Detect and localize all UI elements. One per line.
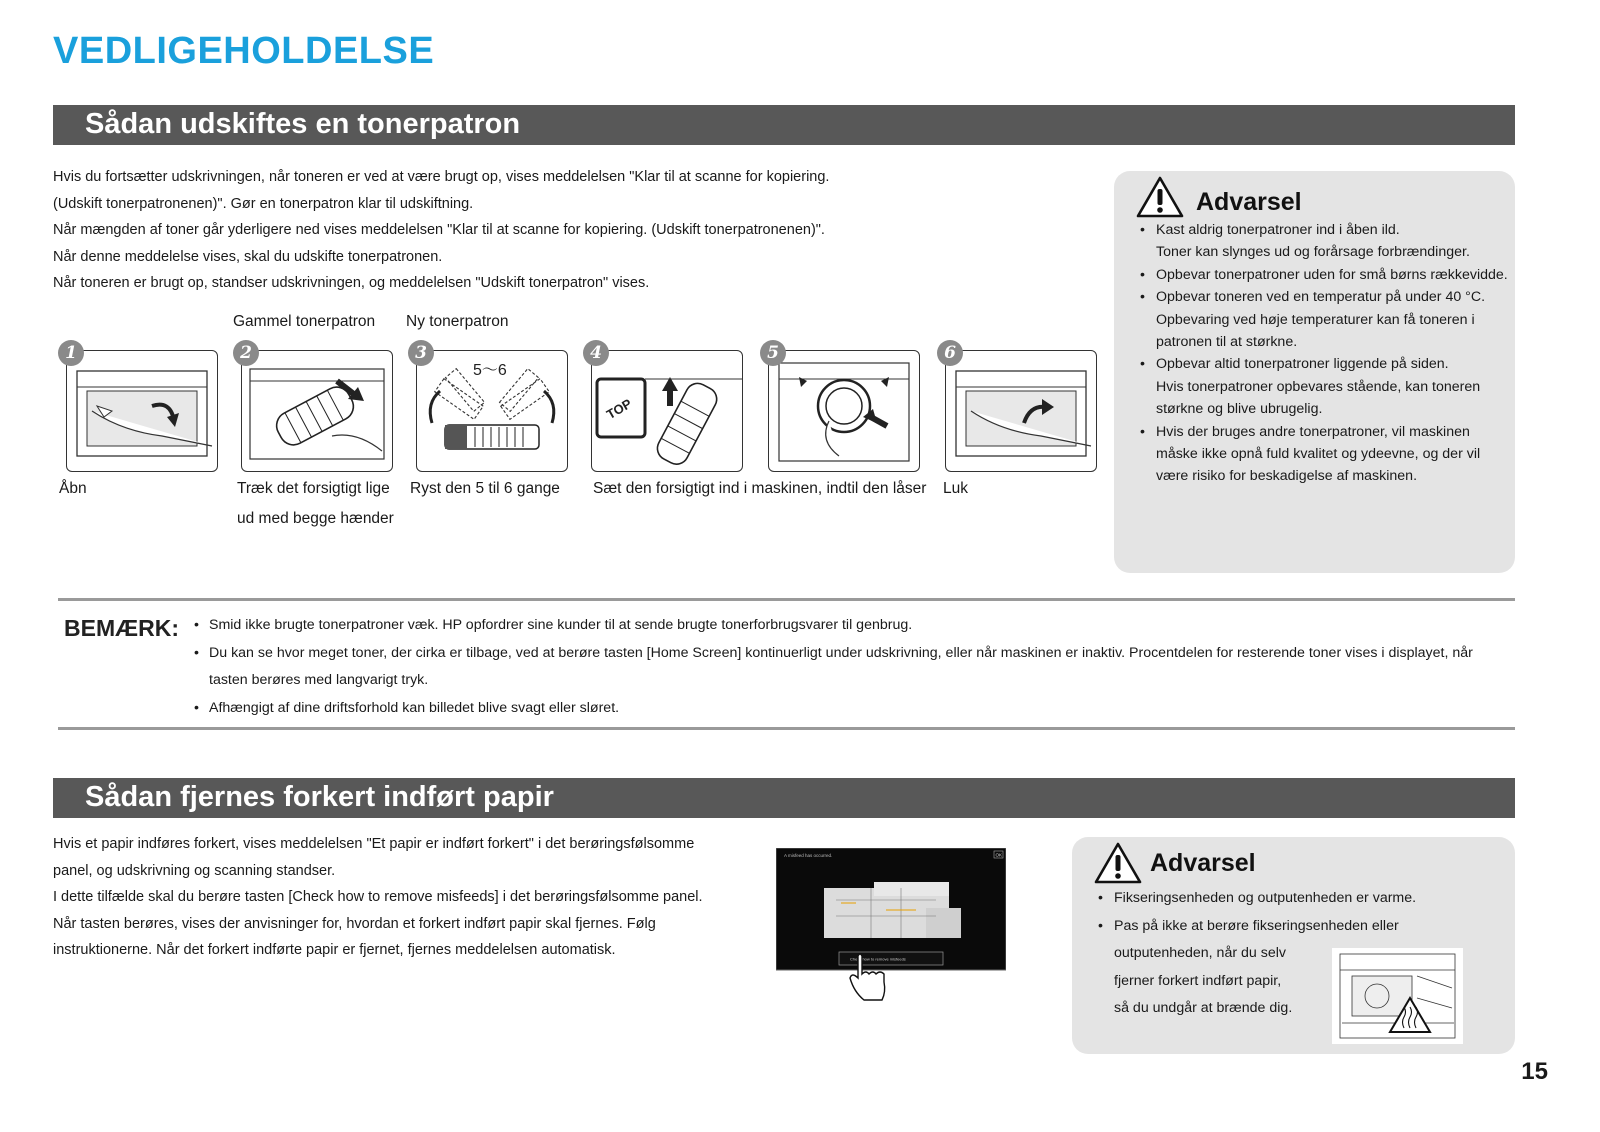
close-front-cover-illustration: [945, 350, 1097, 472]
warning-triangle-icon: [1136, 175, 1184, 224]
page-title: VEDLIGEHOLDELSE: [53, 30, 435, 72]
step-5: [760, 340, 918, 472]
intro-line: Når denne meddelelse vises, skal du udskifte tonerpatronen.: [53, 248, 443, 265]
shake-cartridge-illustration: [416, 350, 568, 472]
top-label: TOP: [603, 395, 635, 423]
step-4-caption: Sæt den forsigtigt ind i maskinen, indtil den låser: [593, 480, 927, 497]
shake-count-label: 5〜6: [473, 362, 507, 379]
warning-item: • Kast aldrig tonerpatroner ind i åben ild. Toner kan slynges ud og forårsage forbrændinger.: [1136, 219, 1508, 264]
intro-line: instruktionerne. Når det forkert indførte papir er fjernet, fjernes meddelelsen automatisk.: [53, 942, 616, 958]
intro-line: (Udskift tonerpatronenen)". Gør en tonerpatron klar til udskiftning.: [53, 195, 474, 212]
intro-line: I dette tilfælde skal du berøre tasten [Check how to remove misfeeds] i det berøringsfølsomme panel.: [53, 889, 703, 905]
warning-item: • Fikseringsenheden og outputenheden er varme.: [1094, 885, 1494, 913]
step-6: [937, 340, 1095, 472]
toner-intro: [53, 164, 1093, 297]
toner-warning-list: [1136, 219, 1508, 488]
intro-line: panel, og udskrivning og scanning standser.: [53, 862, 336, 879]
step-2-caption: Træk det forsigtigt lige ud med begge hænder: [237, 480, 394, 527]
push-cartridge-illustration: [768, 350, 920, 472]
note-bottom-rule: [58, 727, 1515, 730]
intro-line: Når mængden af toner går yderligere ned vises meddelelsen "Klar til at scanne for kopiering. (Udskift tonerpatronenen)".: [53, 222, 825, 238]
insert-cartridge-illustration: [591, 350, 743, 472]
note-list: [192, 612, 1512, 722]
toner-warning-box: [1114, 171, 1515, 573]
note-item: • Du kan se hvor meget toner, der cirka er tilbage, ved at berøre tasten [Home Screen] kontinuerligt under udskrivning, eller når maskinen er inaktiv. Procentdelen for resterende toner vises i displayet, når tasten berøres med langvarigt tryk.: [192, 640, 1512, 695]
misfeed-intro: [53, 831, 763, 964]
toner-section-heading: Sådan udskiftes en tonerpatron: [85, 108, 521, 140]
screen-header: A misfeed has occurred.: [784, 853, 833, 858]
step-3: [408, 340, 566, 472]
step-number: 1: [58, 340, 84, 366]
intro-line: Når toneren er brugt op, standser udskrivningen, og meddelelsen "Udskift tonerpatron" vises.: [53, 275, 650, 291]
hot-fuser-illustration: [1332, 948, 1463, 1044]
step-number: 3: [408, 340, 434, 366]
touch-panel-screen-illustration: [776, 848, 1006, 1010]
warning-title: Advarsel: [1150, 849, 1256, 877]
step-number: 2: [233, 340, 259, 366]
old-cartridge-label: Gammel tonerpatron: [233, 313, 376, 330]
note-item: • Smid ikke brugte tonerpatroner væk. HP opfordrer sine kunder til at sende brugte tonerforbrugsvarer til genbrug.: [192, 612, 1512, 640]
note-top-rule: [58, 598, 1515, 601]
warning-item: • Opbevar altid tonerpatroner liggende på siden. Hvis tonerpatroner opbevares stående, kan toneren størkne og blive ubrugelig.: [1136, 353, 1508, 420]
step-2: [233, 340, 391, 472]
misfeed-section-heading: Sådan fjernes forkert indført papir: [85, 781, 554, 813]
warning-item-continued: så du undgår at brænde dig.: [1114, 1000, 1293, 1016]
warning-item: • Opbevar tonerpatroner uden for små børns rækkevidde.: [1136, 264, 1508, 286]
step-1-caption: Åbn: [59, 480, 87, 497]
note-label: BEMÆRK:: [64, 615, 179, 641]
misfeed-section-heading-bar: [53, 778, 1515, 818]
misfeed-warning-box: [1072, 837, 1515, 1054]
note-item: • Afhængigt af dine driftsforhold kan billedet blive svagt eller sløret.: [192, 695, 1512, 723]
warning-item: • Opbevar toneren ved en temperatur på under 40 °C. Opbevaring ved høje temperaturer kan få toneren i patronen til at størkne.: [1136, 286, 1508, 353]
step-number: 5: [760, 340, 786, 366]
warning-item-continued: outputenheden, når du selv: [1114, 945, 1286, 961]
open-front-cover-illustration: [66, 350, 218, 472]
warning-item-continued: fjerner forkert indført papir,: [1114, 972, 1282, 989]
page-number: 15: [1521, 1058, 1548, 1085]
screen-ok-button: OK: [995, 852, 1003, 858]
pull-out-cartridge-illustration: [241, 350, 393, 472]
new-cartridge-label: Ny tonerpatron: [406, 313, 509, 330]
warning-title: Advarsel: [1196, 188, 1302, 216]
screen-check-misfeeds-button: Check how to remove misfeeds: [850, 956, 906, 962]
step-number: 4: [583, 340, 609, 366]
warning-triangle-icon: [1094, 841, 1142, 890]
step-1: [58, 340, 216, 472]
step-6-caption: Luk: [943, 480, 968, 497]
step-4: [583, 340, 741, 472]
step-number: 6: [937, 340, 963, 366]
intro-line: Hvis et papir indføres forkert, vises meddelelsen "Et papir er indført forkert" i det berøringsfølsomme: [53, 836, 695, 852]
intro-line: Hvis du fortsætter udskrivningen, når toneren er ved at være brugt op, vises meddelelsen "Klar til at scanne for kopiering.: [53, 169, 830, 185]
toner-section-heading-bar: [53, 105, 1515, 145]
step-3-caption: Ryst den 5 til 6 gange: [410, 480, 560, 497]
warning-item: • Hvis der bruges andre tonerpatroner, vil maskinen måske ikke opnå fuld kvalitet og ydeevne, og der vil være risiko for beskadigelse af maskinen.: [1136, 421, 1508, 488]
warning-item: • Pas på ikke at berøre fikseringsenheden eller: [1094, 913, 1494, 941]
intro-line: Når tasten berøres, vises der anvisninger for, hvordan et forkert indført papir skal fjernes. Følg: [53, 915, 656, 932]
